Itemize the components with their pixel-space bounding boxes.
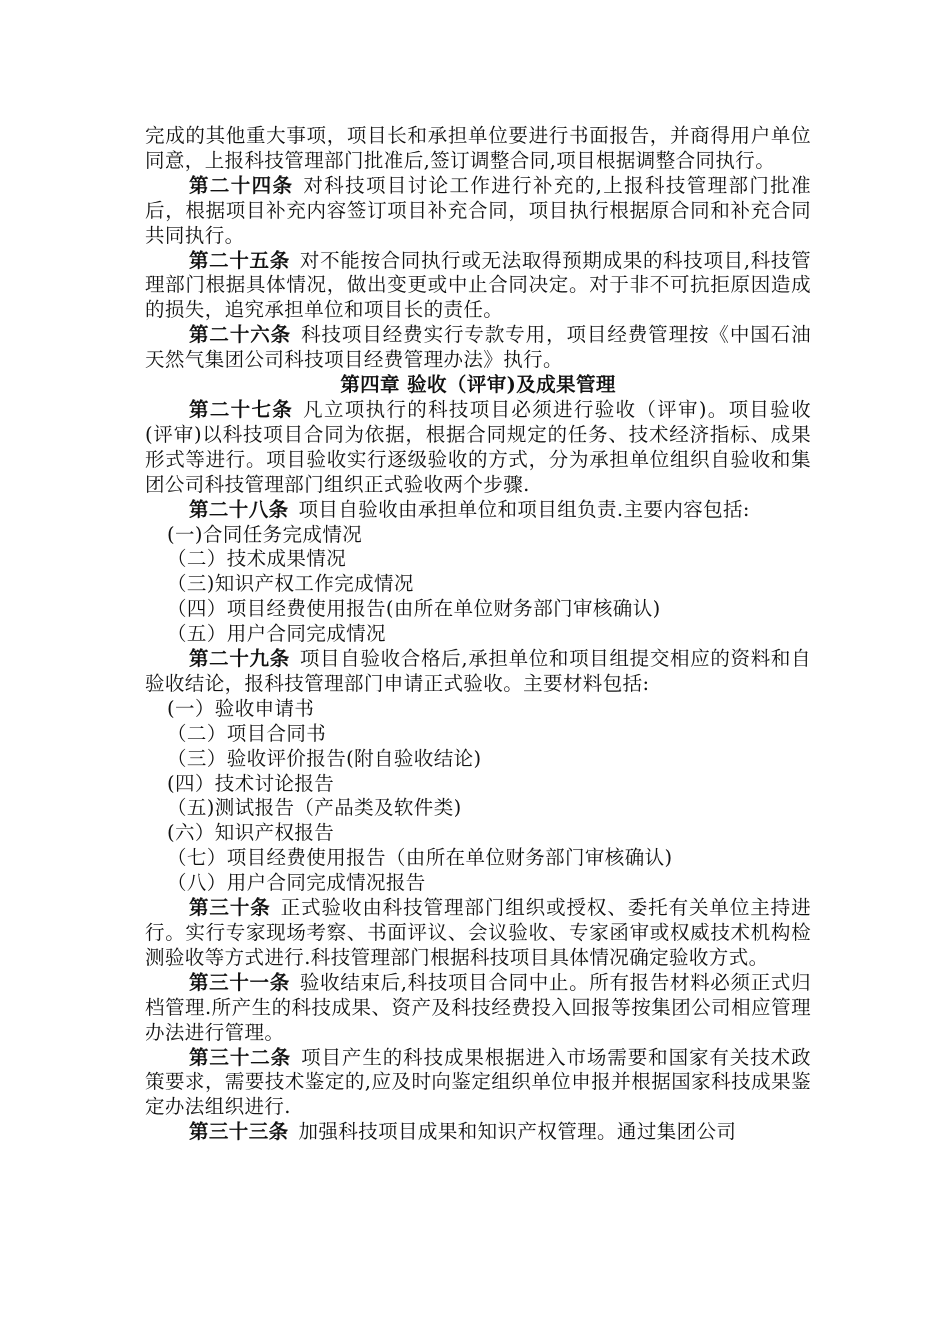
article-33 [145, 1120, 811, 1145]
article-label: 第二十五条 [189, 248, 290, 272]
article-27 [145, 398, 811, 498]
list-item: (一）验收申请书 [167, 696, 315, 720]
article-label: 第三十三条 [189, 1120, 289, 1144]
list-item: （三）验收评价报告(附自验收结论) [167, 746, 482, 770]
list-item: （二）项目合同书 [167, 721, 327, 745]
article-label: 第三十二条 [189, 1045, 292, 1069]
article-text: 科技项目经费实行专款专用，项目经费管理按《中国石油天然气集团公司科技项目经费管理办法》执行。 [145, 323, 811, 372]
article-text: 对科技项目讨论工作进行补充的,上报科技管理部门批准后，根据项目补充内容签订项目补充合同，项目执行根据原合同和补充合同共同执行。 [145, 173, 811, 247]
article-31 [145, 971, 811, 1046]
paragraph-intro: 完成的其他重大事项，项目长和承担单位要进行书面报告，并商得用户单位同意，上报科技管理部门批准后,签订调整合同,项目根据调整合同执行。 [145, 124, 811, 172]
list-item: （四）项目经费使用报告(由所在单位财务部门审核确认) [167, 597, 661, 621]
document-page [145, 124, 811, 1145]
article-text: 正式验收由科技管理部门组织或授权、委托有关单位主持进行。实行专家现场考察、书面评议、会议验收、专家函审或权威技术机构检测验收等方式进行.科技管理部门根据科技项目具体情况确定验收方式。 [145, 896, 811, 969]
list-item: （八）用户合同完成情况报告 [167, 871, 426, 895]
article-label: 第二十六条 [189, 323, 292, 347]
list-item: （七）项目经费使用报告（由所在单位财务部门审核确认) [167, 846, 673, 870]
article-text: 项目产生的科技成果根据进入市场需要和国家有关技术政策要求，需要技术鉴定的,应及时向鉴定组织单位申报并根据国家科技成果鉴定办法组织进行. [145, 1045, 811, 1119]
article-29 [145, 647, 811, 697]
article-label: 第二十七条 [189, 397, 294, 421]
article-30 [145, 896, 811, 971]
list-item: (一)合同任务完成情况 [167, 522, 363, 546]
article-label: 第二十八条 [189, 497, 289, 521]
article-24 [145, 174, 811, 249]
list-item: （五）用户合同完成情况 [167, 622, 386, 646]
article-text: 加强科技项目成果和知识产权管理。通过集团公司 [298, 1120, 737, 1144]
article-label: 第二十四条 [189, 173, 294, 197]
list-item: （二）技术成果情况 [167, 547, 347, 571]
article-text: 项目自验收由承担单位和项目组负责.主要内容包括: [298, 497, 750, 521]
article-25 [145, 249, 811, 324]
chapter-heading: 第四章 验收（评审)及成果管理 [340, 373, 616, 397]
list-item: （五)测试报告（产品类及软件类) [167, 796, 462, 820]
list-item: (六）知识产权报告 [167, 821, 335, 845]
article-28 [145, 498, 811, 523]
article-32 [145, 1046, 811, 1121]
article-text: 验收结束后,科技项目合同中止。所有报告材料必须正式归档管理.所产生的科技成果、资产及科技经费投入回报等按集团公司相应管理办法进行管理。 [145, 970, 811, 1044]
article-label: 第三十条 [189, 896, 271, 920]
article-text: 项目自验收合格后,承担单位和项目组提交相应的资料和自验收结论，报科技管理部门申请正式验收。主要材料包括: [145, 647, 811, 695]
article-label: 第三十一条 [189, 970, 290, 994]
article-text: 凡立项执行的科技项目必须进行验收（评审)。项目验收(评审)以科技项目合同为依据，根据合同规定的任务、技术经济指标、成果形式等进行。项目验收实行逐级验收的方式，分为承担单位组织自验收和集团公司科技管理部门组织正式验收两个步骤. [145, 397, 811, 496]
list-item: (四）技术讨论报告 [167, 771, 335, 795]
article-text: 对不能按合同执行或无法取得预期成果的科技项目,科技管理部门根据具体情况，做出变更或中止合同决定。对于非不可抗拒原因造成的损失，追究承担单位和项目长的责任。 [145, 248, 811, 322]
list-item: （三)知识产权工作完成情况 [167, 572, 414, 596]
article-26 [145, 323, 811, 373]
article-label: 第二十九条 [189, 647, 290, 671]
